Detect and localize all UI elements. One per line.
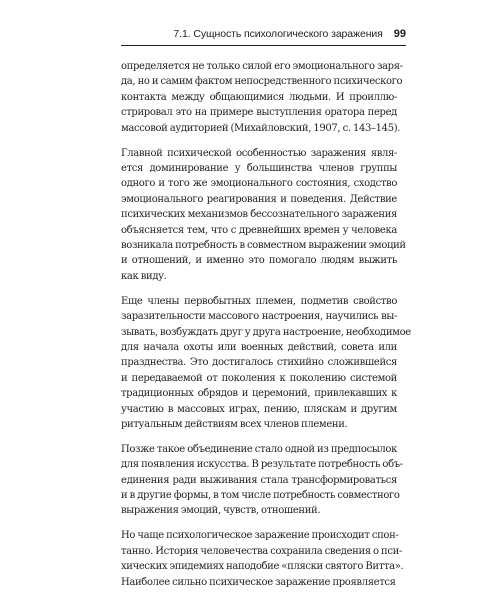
page-number: 99 bbox=[393, 28, 406, 40]
paragraph bbox=[121, 294, 411, 433]
text-line: традиционных обрядов и церемоний, привлекавших к bbox=[121, 388, 397, 400]
text-line: Главной психической особенностью заражения явля- bbox=[121, 147, 397, 159]
text-line: эмоционального реагирования и поведения. Действие bbox=[121, 193, 397, 205]
text-line: как виду. bbox=[121, 270, 167, 282]
paragraph bbox=[121, 528, 404, 590]
text-line: массовой аудиторией (Михайловский, 1907, с. 143–145). bbox=[121, 122, 401, 134]
text-line: выражения эмоций, чувств, отношений. bbox=[121, 505, 321, 517]
text-line: стрировал это на примере выступления оратора перед bbox=[121, 107, 397, 119]
text-line: единения ради выживания стала трансформироваться bbox=[121, 474, 397, 486]
text-line: одного и того же эмоционального состояния, сходство bbox=[121, 178, 397, 190]
running-head bbox=[121, 28, 406, 46]
paragraph bbox=[121, 146, 406, 285]
body-text bbox=[121, 59, 411, 600]
text-line: празднества. Это достигалось стихийно сложившейся bbox=[121, 357, 397, 369]
text-line: ритуальным действиям всех членов племени. bbox=[121, 418, 348, 430]
text-line: и отношений, и именно это помогало людям выжить bbox=[121, 255, 397, 267]
text-line: да, но и самим фактом непосредственного психического bbox=[121, 76, 403, 88]
text-line: возникала потребность в совместном выражении эмоций bbox=[121, 239, 406, 251]
text-line: определяется не только силой его эмоционального заря- bbox=[121, 61, 403, 72]
text-line: контакта между общающимися людьми. И проиллю- bbox=[121, 91, 397, 103]
text-line: Еще члены первобытных племен, подметив свойство bbox=[121, 295, 397, 307]
text-line: объясняется тем, что с древнейших времен у человека bbox=[121, 224, 397, 236]
text-line: и в другие формы, в том числе потребность совместного bbox=[121, 490, 400, 502]
text-line: для начала охоты или военных действий, совета или bbox=[121, 341, 397, 353]
text-line: психических механизмов бессознательного заражения bbox=[121, 209, 397, 221]
text-line: Позже такое объединение стало одной из предпосылок bbox=[121, 443, 397, 455]
text-line: для появления искусства. В результате потребность объ- bbox=[121, 459, 403, 471]
text-line: ется доминирование у большинства членов группы bbox=[121, 162, 397, 174]
paragraph bbox=[121, 442, 403, 519]
text-line: заразительности массового настроения, научились вы- bbox=[121, 311, 397, 323]
text-line: и передаваемой от поколения к поколению системой bbox=[121, 372, 397, 384]
section-title: 7.1. Сущность психологического заражения bbox=[173, 28, 383, 40]
text-line: Наиболее сильно психическое заражение проявляется bbox=[121, 576, 396, 588]
text-line: хических эпидемиях наподобие «пляски святого Витта». bbox=[121, 561, 404, 573]
text-line: танно. История человечества сохранила сведения о пси- bbox=[121, 545, 402, 557]
text-line: участию в массовых играх, пению, пляскам и другим bbox=[121, 403, 397, 415]
text-line: Но чаще психологическое заражение происходит спон- bbox=[121, 530, 399, 542]
paragraph bbox=[121, 59, 403, 136]
text-line: зывать, возбуждать друг у друга настроение, необходимое bbox=[121, 326, 411, 338]
